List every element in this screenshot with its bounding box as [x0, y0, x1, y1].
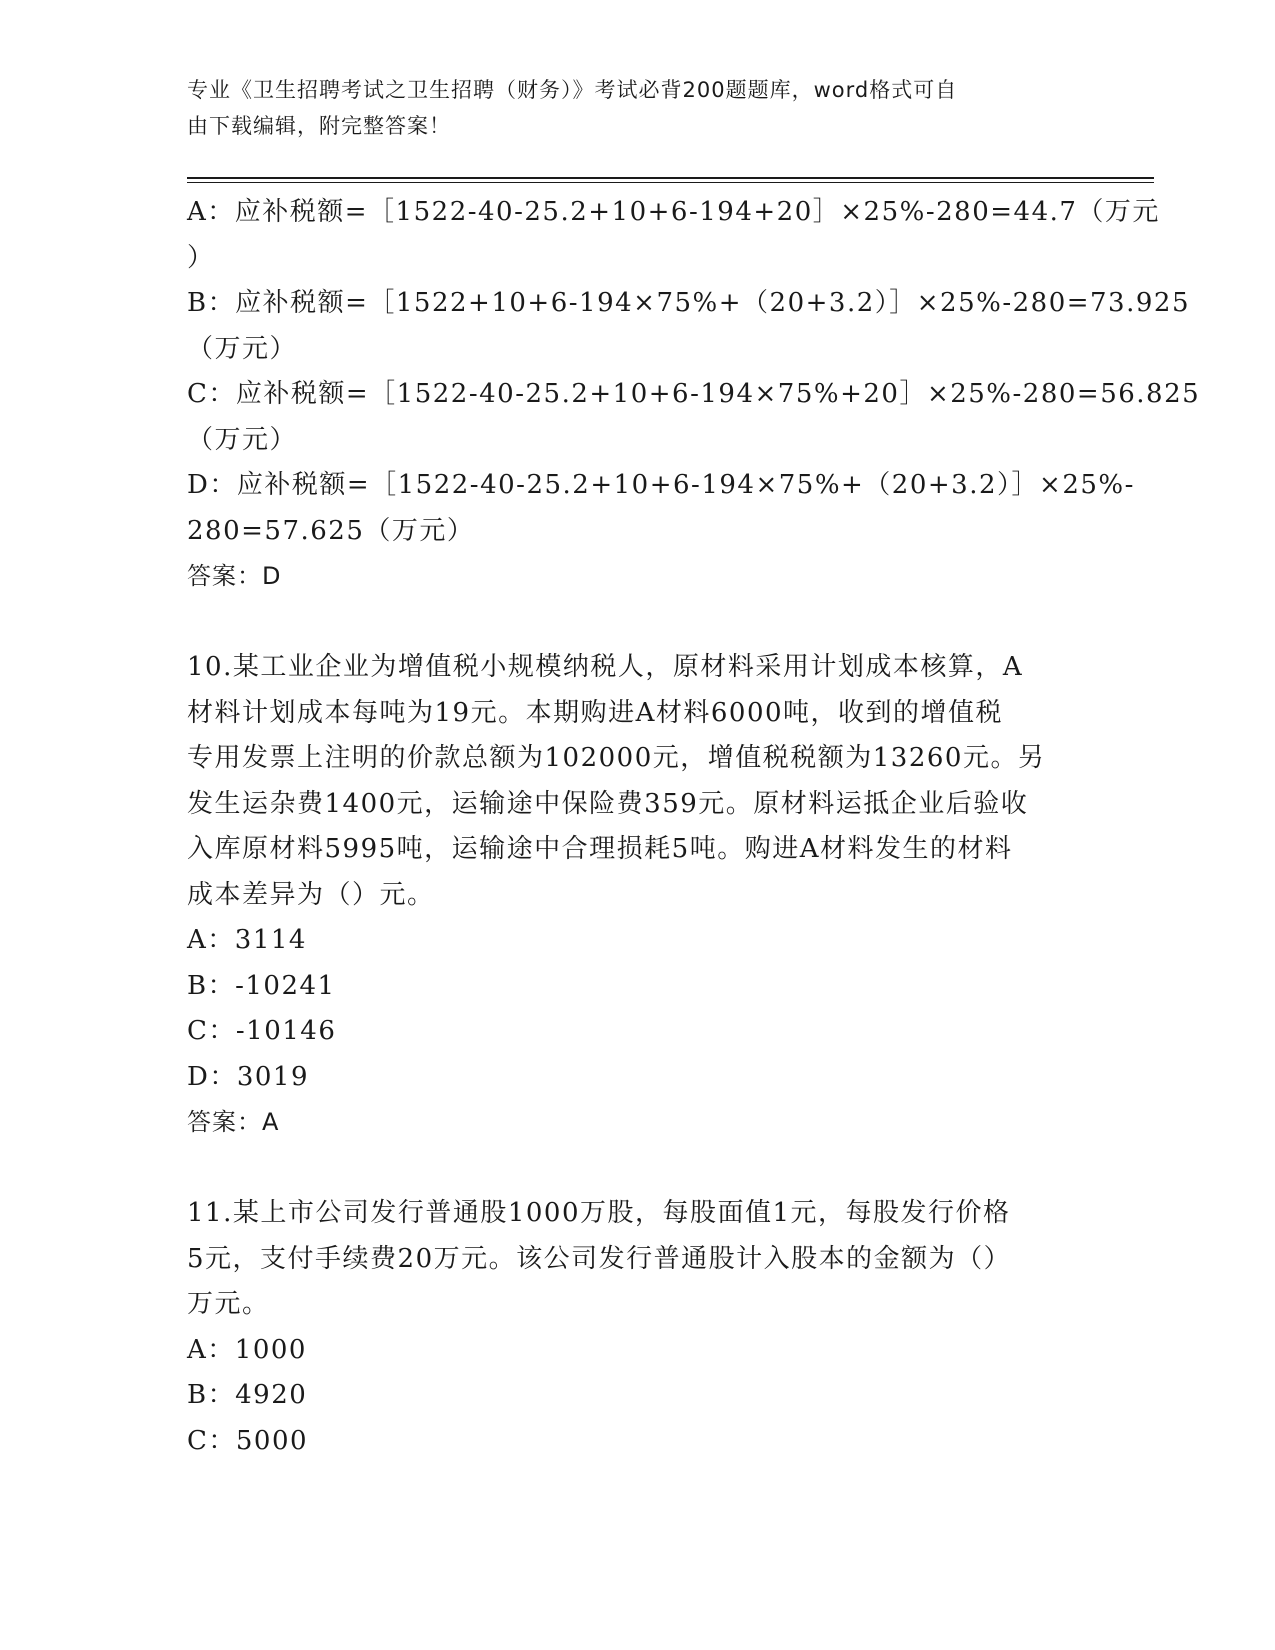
- question-11-stem-line: 5元，支付手续费20万元。该公司发行普通股计入股本的金额为（）: [187, 1243, 1012, 1274]
- question-10-stem-line: 材料计划成本每吨为19元。本期购进A材料6000吨，收到的增值税: [187, 697, 1004, 728]
- option-b: B：-10241: [187, 970, 336, 1001]
- option-d: D：3019: [187, 1061, 310, 1092]
- option-b: B：4920: [187, 1380, 308, 1410]
- question-11-stem-line: 万元。: [187, 1289, 270, 1319]
- question-10: [187, 645, 1087, 1146]
- question-11: [187, 1191, 1087, 1464]
- header-divider-thick: [187, 177, 1154, 179]
- option-d-line-2: 280=57.625（万元）: [187, 515, 475, 546]
- option-b-line-1: B：应补税额=［1522+10+6-194×75%+（20+3.2）］×25%-280=73.925: [187, 288, 1190, 318]
- option-b-line-2: （万元）: [187, 333, 298, 364]
- question-10-stem-line: 发生运杂费1400元，运输途中保险费359元。原材料运抵企业后验收: [187, 788, 1029, 819]
- question-10-stem-line: 10.某工业企业为增值税小规模纳税人，原材料采用计划成本核算，A: [187, 652, 1024, 682]
- page-header: [187, 72, 1067, 144]
- question-11-stem-line: 11.某上市公司发行普通股1000万股，每股面值1元，每股发行价格: [187, 1198, 1011, 1228]
- option-a-line-2: ）: [187, 242, 215, 273]
- document-body: [187, 190, 1201, 1464]
- option-c-line-2: （万元）: [187, 424, 298, 455]
- question-10-stem-line: 入库原材料5995吨，运输途中合理损耗5吨。购进A材料发生的材料: [187, 834, 1013, 864]
- question-10-answer: 答案：A: [187, 1108, 280, 1136]
- question-10-stem-line: 专用发票上注明的价款总额为102000元，增值税税额为13260元。另: [187, 743, 1046, 773]
- option-c: C：5000: [187, 1425, 309, 1456]
- header-line-1: 专业《卫生招聘考试之卫生招聘（财务）》考试必背200题题库，word格式可自: [187, 78, 958, 102]
- option-a: A：1000: [187, 1334, 307, 1365]
- question-10-stem-line: 成本差异为（）元。: [187, 879, 435, 910]
- option-c-line-1: C：应补税额=［1522-40-25.2+10+6-194×75%+20］×25%-280=56.825: [187, 379, 1201, 409]
- question-9-answer: 答案：D: [187, 562, 282, 590]
- option-c: C：-10146: [187, 1016, 337, 1046]
- option-d-line-1: D：应补税额=［1522-40-25.2+10+6-194×75%+（20+3.2）］×25%-: [187, 470, 1135, 500]
- header-divider-thin: [187, 182, 1154, 183]
- option-a-line-1: A：应补税额=［1522-40-25.2+10+6-194+20］×25%-280=44.7（万元: [187, 197, 1160, 227]
- option-a: A：3114: [187, 925, 307, 955]
- header-line-2: 由下载编辑，附完整答案！: [187, 114, 451, 138]
- question-9-options: [187, 190, 1201, 600]
